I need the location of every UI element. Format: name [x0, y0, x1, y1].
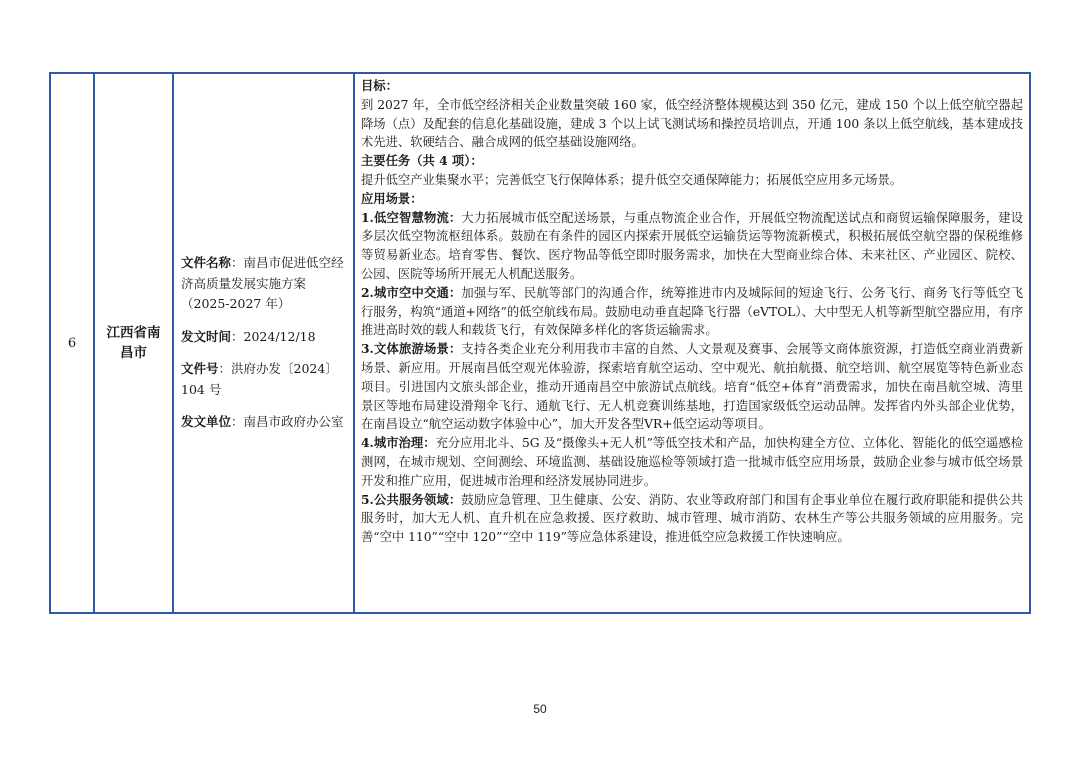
tasks-heading: 主要任务（共 4 项）： [361, 153, 483, 169]
scene-text: 鼓励应急管理、卫生健康、公安、消防、农业等政府部门和国有企事业单位在履行政府职能和提供公共服务时，加大无人机、直升机在应急救援、医疗救助、城市管理、城市消防、农林生产等公共服务领域的应用服务。完善“空中 110”“空中 120”“空中 119”等应急体系建设，推进低空应急救援工作快速响应。 [361, 492, 1023, 545]
doc-date-label: 发文时间 [181, 328, 232, 344]
scene-text: 加强与军、民航等部门的沟通合作，统筹推进市内及城际间的短途飞行、公务飞行、商务飞行等低空飞行服务，构筑“通道+网络”的低空航线布局。鼓励电动垂直起降飞行器（eVTOL）、大中型无人机等新型航空器应用，有序推进高时效的载人和载货飞行，有效保障多样化的客货运输需求。 [361, 285, 1023, 338]
scenes-heading: 应用场景： [361, 190, 423, 206]
doc-date-entry [181, 327, 347, 348]
tasks-text: 提升低空产业集聚水平；完善低空飞行保障体系；提升低空交通保障能力；拓展低空应用多元场景。 [361, 172, 903, 187]
scene-title: 2.城市空中交通： [361, 284, 462, 300]
page-number: 50 [533, 702, 547, 716]
policy-table [49, 72, 1031, 614]
goal-heading: 目标： [361, 78, 398, 93]
table-row [50, 73, 1030, 613]
scene-text: 大力拓展城市低空配送场景，与重点物流企业合作，开展低空物流配送试点和商贸运输保障服务，建设多层次低空物流枢纽体系。鼓励在有条件的园区内探索开展低空运输货运等物流新模式，积极拓展低空航空器的保税维修等贸易新业态。培育零售、餐饮、医疗物品等低空即时服务需求，加快在大型商业综合体、未来社区、产业园区、院校、公园、医院等场所开展无人机配送服务。 [361, 210, 1023, 281]
doc-date-value: ：2024/12/18 [231, 328, 316, 344]
region-name: 江西省南昌市 [94, 73, 173, 613]
scene-item [361, 491, 1023, 547]
scene-title: 5.公共服务领域： [361, 491, 462, 507]
doc-issuer-entry [181, 412, 347, 433]
scene-text: 支持各类企业充分利用我市丰富的自然、人文景观及赛事、会展等文商体旅资源，打造低空商业消费新场景、新应用。开展南昌低空观光体验游，探索培育航空运动、空中观光、航拍航摄、航空培训、航空展览等特色新业态项目。引进国内文旅头部企业，推动开通南昌空中旅游试点航线。培育“低空+体育”消费需求，加快在南昌航空城、湾里景区等地布局建设滑翔伞飞行、通航飞行、无人机竞赛训练基地，打造国家级低空运动品牌。发挥省内外头部企业优势，在南昌设立“航空运动数字体验中心”，加大开发各型VR+低空运动等项目。 [361, 342, 1023, 432]
scene-item [361, 209, 1023, 284]
doc-number-label: 文件号 [181, 361, 219, 377]
scene-item [361, 434, 1023, 490]
doc-issuer-value: ：南昌市政府办公室 [231, 414, 344, 430]
scene-title: 3.文体旅游场景： [361, 341, 462, 357]
policy-detail [354, 73, 1030, 613]
doc-issuer-label: 发文单位 [181, 414, 232, 430]
doc-number-entry [181, 359, 347, 400]
scene-title: 1.低空智慧物流： [361, 209, 462, 225]
scene-title: 4.城市治理： [361, 435, 436, 451]
scene-text: 充分应用北斗、5G 及“摄像头+无人机”等低空技术和产品，加快构建全方位、立体化、智能化的低空遥感检测网，在城市规划、空间测绘、环境监测、基础设施巡检等领域打造一批城市低空应用场景，鼓励企业参与城市低空场景开发和推广应用，促进城市治理和经济发展协同进步。 [361, 436, 1024, 488]
scene-item [361, 340, 1023, 434]
doc-name-label: 文件名称 [181, 255, 232, 271]
scene-item [361, 284, 1023, 340]
doc-name-value: ：南昌市促进低空经济高质量发展实施方案（2025-2027 年） [181, 255, 344, 312]
goal-text: 到 2027 年，全市低空经济相关企业数量突破 160 家，低空经济整体规模达到 350 亿元，建成 150 个以上低空航空器起降场（点）及配套的信息化基础设施，建成 3 个以上试飞测试场和操控员培训点，开通 100 条以上低空航线，基本建成技术先进、软硬结合、融合成网的低空基础设施网络。 [361, 97, 1023, 150]
doc-name-entry [181, 253, 347, 315]
row-index: 6 [50, 73, 94, 613]
document-info [173, 73, 354, 613]
doc-number-value: ：洪府办发〔2024〕104 号 [181, 361, 338, 397]
